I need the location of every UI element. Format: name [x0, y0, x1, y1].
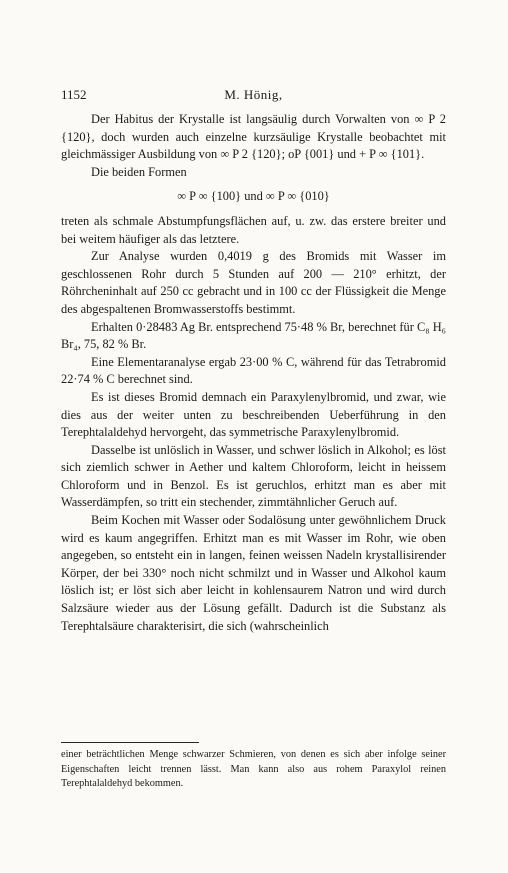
page-header [61, 87, 446, 103]
paragraph-bromid: Es ist dieses Bromid demnach ein Paraxylenylbromid, und zwar, wie dies aus der weiter unten zu beschreibenden Ueberführung in den Terephtalaldehyd hervorgeht, das symmetrische Paraxylenylbromid. [61, 389, 446, 440]
formula-line: ∞ P ∞ {100} und ∞ P ∞ {010} [177, 189, 330, 204]
footnote-divider [61, 742, 199, 743]
paragraph-analyse: Zur Analyse wurden 0,4019 g des Bromids mit Wasser im geschlossenen Rohr durch 5 Stunden auf 200 — 210° erhitzt, der Röhrcheninhalt auf 250 cc gebracht und in 100 cc der Flüssigkeit die Menge des abgespaltenen Bromwasserstoffs bestimmt. [61, 249, 446, 316]
paragraph-kochen: Beim Kochen mit Wasser oder Sodalösung unter gewöhnlichem Druck wird es kaum angegriffen. Erhitzt man es mit Wasser im Rohr, wie oben angegeben, so entsteht ein in langen, feinen weissen Nadeln krystallisirender Körper, der bei 330° noch nicht schmilzt und in Wasser und Alkohol kaum löslich ist; er löst sich aber leicht in kohlensaurem Natron und wird durch Salzsäure wieder aus der Lösung gefällt. Dadurch ist die Substanz als Terephtalsäure charakterisirt, die sich (wahrscheinlich [61, 513, 446, 633]
page-number: 1152 [61, 87, 87, 102]
footnote: einer beträchtlichen Menge schwarzer Schmieren, von denen es sich aber infolge seiner Eigenschaften leicht trennen lässt. Man kann also aus rohem Paraxylol reinen Terephtalaldehyd bekommen. [61, 749, 446, 789]
paragraph-erhalten: Erhalten 0·28483 Ag Br. entsprechend 75·48 % Br, berechnet für C₈ H₆ Br₄, 75, 82 % Br. [61, 319, 446, 352]
running-head: M. Hönig, [224, 87, 283, 102]
paragraph-abstumpfung: treten als schmale Abstumpfungsflächen auf, u. zw. das erstere breiter und bei weitem häufiger als das letztere. [61, 213, 446, 246]
body-text [61, 111, 446, 635]
paragraph-formen-intro: Die beiden Formen [91, 164, 187, 179]
paragraph-elementaranalyse: Eine Elementaranalyse ergab 23·00 % C, während für das Tetrabromid 22·74 % C berechnet sind. [61, 354, 446, 387]
paragraph-habitus: Der Habitus der Krystalle ist langsäulig durch Vorwalten von ∞ P 2 {120}, doch wurden auch einzelne kurzsäulige Krystalle beobachtet mit gleichmässiger Ausbildung von ∞ P 2 {120}; oP {001} und + P ∞ {101}. [61, 112, 446, 162]
paragraph-loeslichkeit: Dasselbe ist unlöslich in Wasser, und schwer löslich in Alkohol; es löst sich ziemlich schwer in Aether und kaltem Chloroform, leicht in heissem Chloroform und in Benzol. Es ist geruchlos, erhitzt man es aber mit Wasserdämpfen, so tritt ein stechender, zimmtähnlicher Geruch auf. [61, 442, 446, 510]
